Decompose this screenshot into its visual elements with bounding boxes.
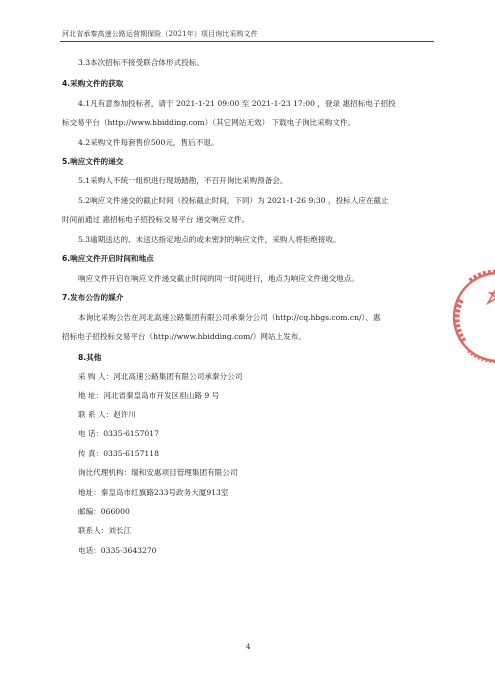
running-header: 河北省承秦高速公路运营期保险（2021年）项目询比采购文件 <box>62 30 258 38</box>
buyer-line: 采 购 人：河北高速公路集团有限公司承秦分公司 <box>78 372 243 381</box>
agency-phone-line: 电话：0335-3643270 <box>78 546 157 555</box>
fax-line: 传 真：0335-6157118 <box>78 449 159 458</box>
section-4-title: 4.采购文件的获取 <box>62 79 124 88</box>
section-6-text: 响应文件开启在响应文件递交截止时间的同一时间进行，地点为响应文件递交地点。 <box>78 274 359 283</box>
clause-5-2-line-2: 时间前通过 惠招标电子招投标交易平台 递交响应文件。 <box>62 215 250 224</box>
company-seal-icon <box>440 259 495 389</box>
agency-line: 询比代理机构：瑞和安惠项目管理集团有限公司 <box>78 468 238 477</box>
contact-line: 联 系 人：赵许川 <box>78 410 136 419</box>
agency-contact-line: 联系人：刘长江 <box>78 526 132 535</box>
clause-4-1-line-2: 标交易平台（http://www.hbidding.com）（其它网站无效） 下载电子询比采购文件。 <box>62 118 356 127</box>
postcode-line: 邮编：066000 <box>78 507 130 516</box>
agency-address-line: 地址：秦皇岛市红旗路233号政务大厦913室 <box>78 488 229 497</box>
header-rule <box>60 41 434 42</box>
clause-4-2: 4.2采购文件每套售价500元，售后不退。 <box>78 138 219 147</box>
section-7-title: 7.发布公告的媒介 <box>62 293 124 302</box>
clause-5-2-line-1: 5.2响应文件递交的截止时间（投标截止时间，下同）为 2021-1-26 9:30 ，投标人应在截止 <box>78 196 389 205</box>
clause-5-1: 5.1采购人不统一组织进行现场踏勘，不召开询比采购预备会。 <box>78 176 288 185</box>
address-line: 地 址：河北省秦皇岛市开发区祖山路 9 号 <box>78 391 220 400</box>
section-7-line-2: 招标电子招投标交易平台（http://www.hbidding.com/）网站上发布。 <box>62 332 306 341</box>
section-6-title: 6.响应文件开启时间和地点 <box>62 254 154 263</box>
section-8-title: 8.其他 <box>78 353 102 362</box>
clause-5-3: 5.3逾期送达的、未送达指定地点的或未密封的响应文件，采购人将拒绝接收。 <box>78 235 341 244</box>
page-number: 4 <box>246 643 251 651</box>
phone-line: 电 话：0335-6157017 <box>78 429 159 438</box>
clause-3-3: 3.3本次招标不接受联合体形式投标。 <box>78 58 204 67</box>
section-5-title: 5.响应文件的递交 <box>62 157 124 166</box>
section-7-line-1: 本询比采购公告在河北高速公路集团有限公司承秦分公司（http://cq.hbgs.com.cn/）、惠 <box>78 313 381 322</box>
clause-4-1-line-1: 4.1凡有意参加投标者，请于 2021-1-21 09:00 至 2021-1-23 17:00 ，登录 惠招标电子招投 <box>78 99 396 108</box>
